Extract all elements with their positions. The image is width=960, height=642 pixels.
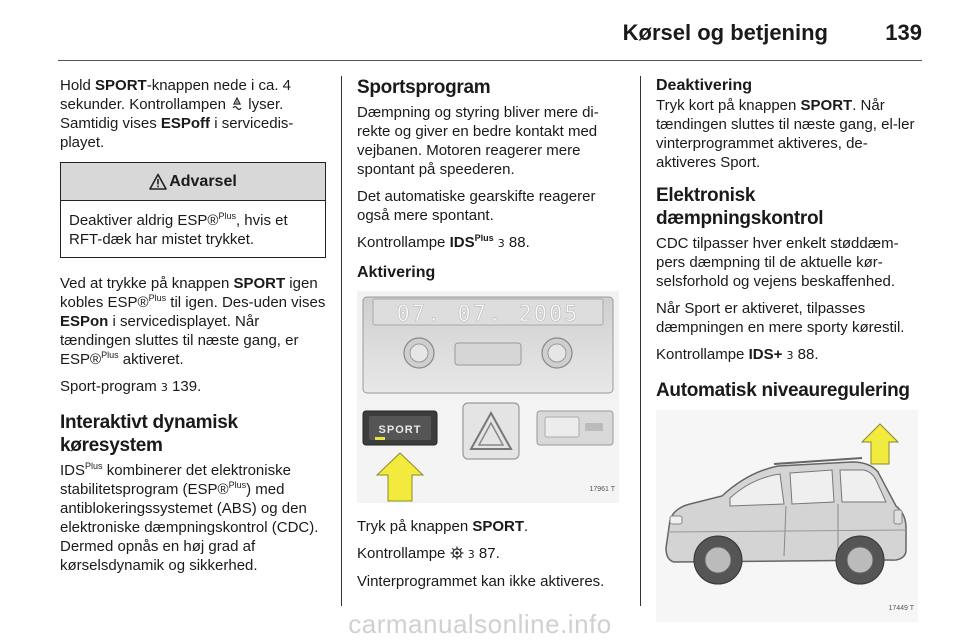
warning-text: Deaktiver aldrig ESP®$^{Plus}$, hvis et RFT-dæk har mistet trykket.: [69, 211, 288, 248]
heading-ids: Interaktivt dynamisk køresystem: [60, 412, 238, 456]
paragraph: Ved at trykke på knappen SPORT igen kobles ESP®$^{Plus}$ til igen. Des-uden vises ESPon i servicedisplayet. Når tændingen sluttes til næste gang, er ESP®$^{Plus}$ aktiveret.: [60, 275, 326, 368]
sport-button-illustration: [357, 291, 619, 503]
column-1: [60, 76, 326, 583]
heading-deactivation: Deaktivering: [656, 77, 753, 94]
header-rule: [58, 60, 922, 61]
car-illustration: [656, 410, 918, 622]
column-divider: [341, 76, 342, 606]
esp-warning-lamp-icon: [230, 97, 244, 111]
paragraph: Dæmpning og styring bliver mere di-rekte og giver en bedre kontakt med vejbanen. Motoren reagerer mere spontant på speederen.: [357, 104, 599, 178]
paragraph: Tryk kort på knappen SPORT. Når tændingen sluttes til næste gang, el-ler vinterprogrammet aktiveres, de-aktiveres Sport.: [656, 97, 915, 171]
page-number: 139: [885, 20, 922, 45]
section-title: Kørsel og betjening: [622, 20, 828, 45]
paragraph: Hold SPORT-knappen nede i ca. 4 sekunder. Kontrollampen lyser. Samtidig vises ESPoff i servicedis-playet.: [60, 77, 294, 151]
car-drawing: [656, 410, 918, 622]
column-2: [357, 76, 623, 599]
warning-box: [60, 162, 326, 258]
radio-display-date: 07. 07. 2005: [396, 302, 580, 327]
sport-button-label: SPORT: [378, 424, 422, 436]
warning-triangle-icon: [149, 173, 167, 191]
warning-header: [61, 163, 325, 201]
paragraph: CDC tilpasser hver enkelt støddæm-pers dæmpning til de aktuelle kør-selsforhold og vejens beskaffenhed.: [656, 235, 899, 290]
dashboard-drawing: [357, 291, 619, 503]
heading-cdc: Elektronisk dæmpningskontrol: [656, 185, 824, 229]
heading-sport-program: Sportsprogram: [357, 77, 491, 98]
column-3: [656, 76, 924, 622]
page-ref-arrow-icon: 3: [497, 237, 505, 250]
paragraph: Det automatiske gearskifte reagerer også mere spontant.: [357, 188, 596, 224]
page-ref-arrow-icon: 3: [786, 349, 794, 362]
paragraph: Kontrollampe $IDS^{Plus}$ 3 88.: [357, 233, 530, 251]
paragraph: Når Sport er aktiveret, tilpasses dæmpningen en mere sporty kørestil.: [656, 300, 905, 336]
column-divider: [640, 76, 641, 606]
page-ref-arrow-icon: 3: [160, 381, 168, 394]
paragraph: Tryk på knappen SPORT.: [357, 518, 529, 535]
paragraph: Vinterprogrammet kan ikke aktiveres.: [357, 573, 605, 590]
watermark: carmanualsonline.info: [348, 609, 612, 639]
sport-lamp-icon: [450, 546, 464, 560]
heading-activation: Aktivering: [357, 264, 436, 281]
page-header: [0, 0, 960, 62]
figure-code: 17449 T: [888, 605, 914, 612]
cross-reference: Sport-program 3 139.: [60, 378, 202, 395]
figure-code: 17961 T: [589, 486, 615, 493]
paragraph: Kontrollampe 3 87.: [357, 545, 500, 562]
warning-title: Advarsel: [169, 173, 237, 190]
page-ref-arrow-icon: 3: [467, 548, 475, 561]
paragraph: Kontrollampe IDS+ 3 88.: [656, 346, 819, 363]
heading-level-control: Automatisk niveauregulering: [656, 380, 910, 401]
paragraph: $IDS^{Plus}$ kombinerer det elektroniske stabilitetsprogram (ESP®$^{Plus}$) med antiblokeringssystemet (ABS) og den elektroniske dæmpningskontrol (CDC). Dermed opnås en høj grad af kørselsdynamik og sikkerhed.: [60, 461, 319, 574]
